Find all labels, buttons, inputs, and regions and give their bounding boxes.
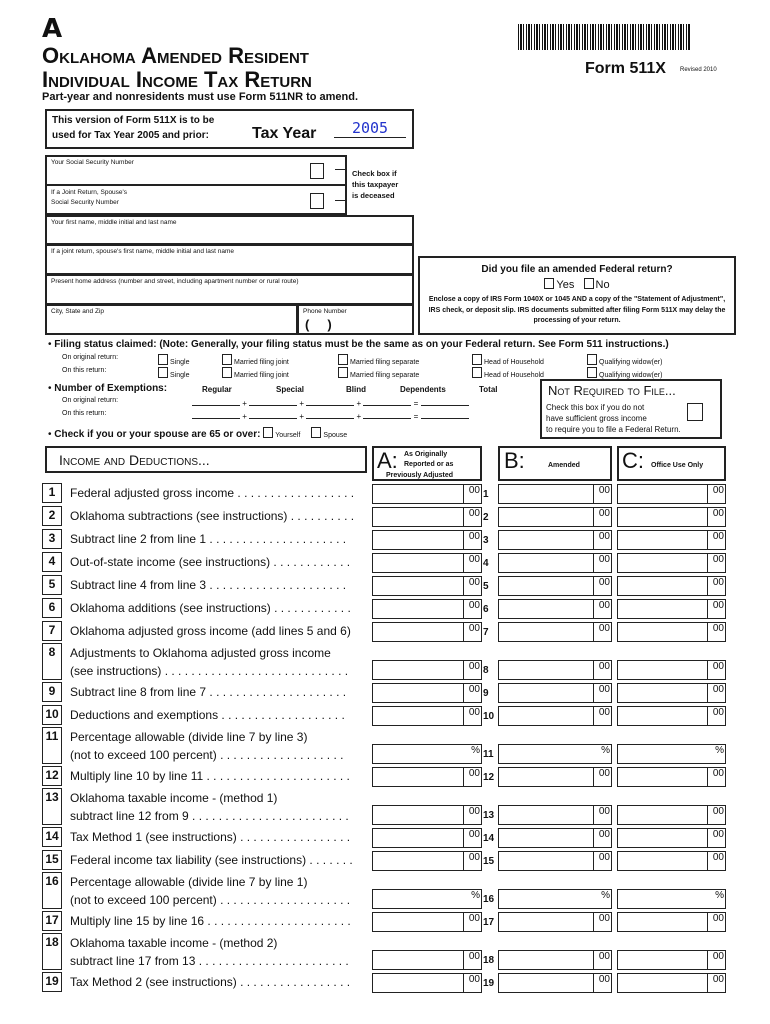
line-ref-number: 11 xyxy=(483,749,494,760)
line-number: 5 xyxy=(42,575,62,595)
filing-status-checkbox[interactable] xyxy=(222,367,232,378)
line-label: Federal adjusted gross income . . . . . . . . . . . . . . . . . . xyxy=(70,486,355,500)
line-ref-number: 2 xyxy=(483,512,489,523)
line-ref-number: 9 xyxy=(483,688,489,699)
col-b-header xyxy=(498,446,612,481)
line-number: 18 xyxy=(42,933,62,970)
line-ref-number: 17 xyxy=(483,917,495,928)
line-item-8 xyxy=(0,643,770,681)
col-a-input[interactable]: 00 xyxy=(372,530,482,550)
filing-status-option[interactable] xyxy=(222,367,289,379)
line-label: Oklahoma subtractions (see instructions) . . . . . . . . . . xyxy=(70,509,355,523)
filing-status-checkbox[interactable] xyxy=(158,354,168,365)
line-label: Tax Method 1 (see instructions) . . . . . . . . . . . . . . . . . xyxy=(70,830,351,844)
col-c-input[interactable]: 00 xyxy=(617,622,726,642)
col-c-input[interactable]: 00 xyxy=(617,706,726,726)
filing-status-label: Qualifying widow(er) xyxy=(599,372,663,379)
exempt-col-regular: Regular xyxy=(202,385,232,394)
yourself-checkbox[interactable] xyxy=(263,427,273,438)
line-item-16 xyxy=(0,872,770,910)
deceased-note: Check box if this taxpayer is deceased xyxy=(352,169,399,200)
line-label: Oklahoma adjusted gross income (add lines 5 and 6) xyxy=(70,624,351,638)
line-item-9 xyxy=(0,681,770,704)
line-number: 8 xyxy=(42,643,62,680)
col-c-input[interactable]: % xyxy=(617,744,726,764)
col-b-input[interactable]: 00 xyxy=(498,530,612,550)
col-a-header xyxy=(372,446,482,481)
phone-field[interactable] xyxy=(297,304,414,335)
form-title: Oklahoma Amended Resident Individual Income Tax Return xyxy=(42,43,312,92)
city-label: City, State and Zip xyxy=(51,308,104,315)
not-required-checkbox[interactable] xyxy=(687,403,703,421)
phone-label: Phone Number xyxy=(303,308,347,315)
line-number: 19 xyxy=(42,972,62,992)
filing-status-label: Single xyxy=(170,372,190,379)
col-c-header xyxy=(617,446,726,481)
exempt-col-special: Special xyxy=(276,385,305,394)
yes-checkbox[interactable] xyxy=(544,278,554,289)
col-b-input[interactable]: 00 xyxy=(498,683,612,703)
col-b-input[interactable]: 00 xyxy=(498,828,612,848)
col-c-input[interactable]: 00 xyxy=(617,660,726,680)
filing-status-option[interactable] xyxy=(338,354,419,366)
line-number: 6 xyxy=(42,598,62,618)
line-label: Oklahoma taxable income - (method 1) subtract line 12 from 9 . . . . . . . . . . . . . . . . . . . . . . . . xyxy=(70,791,349,823)
col-b-input[interactable]: % xyxy=(498,889,612,909)
filing-status-option[interactable] xyxy=(587,367,662,379)
income-heading-box xyxy=(45,446,367,473)
line-item-6 xyxy=(0,597,770,620)
filing-status-label: Single xyxy=(170,359,190,366)
line-item-11 xyxy=(0,727,770,765)
col-b-input[interactable]: 00 xyxy=(498,912,612,932)
tax-year-note-2: used for Tax Year 2005 and prior: xyxy=(52,130,209,141)
line-label: Multiply line 10 by line 11 . . . . . . . . . . . . . . . . . . . . . . xyxy=(70,769,350,783)
line-item-10 xyxy=(0,704,770,727)
line-number: 15 xyxy=(42,850,62,870)
line-item-13 xyxy=(0,788,770,826)
exempt-original-inputs[interactable]: + + + = xyxy=(192,397,469,408)
spouse-name-field[interactable] xyxy=(45,244,414,275)
filing-status-checkbox[interactable] xyxy=(158,367,168,378)
col-c-title: Office Use Only xyxy=(651,462,704,469)
filing-status-option[interactable] xyxy=(472,367,544,379)
not-required-text: Check this box if you do not have sufficient gross income to require you to file a Federal Return. xyxy=(546,403,681,434)
filing-status-checkbox[interactable] xyxy=(338,354,348,365)
ssn-label: Your Social Security Number xyxy=(51,159,134,166)
col-c-input[interactable]: 00 xyxy=(617,828,726,848)
line-ref-number: 6 xyxy=(483,604,489,615)
address-field[interactable] xyxy=(45,274,414,305)
line-label: Oklahoma additions (see instructions) . . . . . . . . . . . . xyxy=(70,601,351,615)
line-item-1 xyxy=(0,482,770,505)
col-b-input[interactable]: 00 xyxy=(498,851,612,871)
filing-status-label: Married filing joint xyxy=(234,372,289,379)
col-a-input[interactable]: 00 xyxy=(372,912,482,932)
col-b-input[interactable]: 00 xyxy=(498,622,612,642)
col-b-input[interactable]: 00 xyxy=(498,767,612,787)
filing-this-label: On this return: xyxy=(62,367,107,374)
col-a-input[interactable]: 00 xyxy=(372,805,482,825)
no-label: No xyxy=(595,279,610,291)
col-b-input[interactable]: 00 xyxy=(498,599,612,619)
not-required-box xyxy=(540,379,722,439)
line-ref-number: 10 xyxy=(483,711,495,722)
filing-status-option[interactable] xyxy=(338,367,419,379)
line-label: Oklahoma taxable income - (method 2) subtract line 17 from 13 . . . . . . . . . . . . . . . . . . . . . . . xyxy=(70,936,349,968)
col-c-input[interactable]: 00 xyxy=(617,599,726,619)
spouse-deceased-checkbox[interactable] xyxy=(310,193,324,209)
exempt-col-dependents: Dependents xyxy=(400,385,446,394)
line-number: 12 xyxy=(42,766,62,786)
form-number: Form 511X xyxy=(585,60,666,77)
col-a-input[interactable]: 00 xyxy=(372,973,482,993)
col-a-input[interactable]: 00 xyxy=(372,660,482,680)
spouse-ssn-label: If a Joint Return, Spouse's Social Security Number xyxy=(51,189,128,206)
filing-status-option[interactable] xyxy=(158,354,189,366)
col-a-subtitle: Previously Adjusted xyxy=(386,472,454,479)
col-a-input[interactable]: 00 xyxy=(372,576,482,596)
spouse-ssn-field[interactable] xyxy=(45,184,347,215)
line-number: 14 xyxy=(42,827,62,847)
col-c-input[interactable]: 00 xyxy=(617,805,726,825)
yes-label: Yes xyxy=(556,279,575,291)
col-c-input[interactable]: 00 xyxy=(617,851,726,871)
exempt-col-total: Total xyxy=(479,385,498,394)
line-item-14 xyxy=(0,826,770,849)
line-ref-number: 13 xyxy=(483,810,495,821)
bracket-arrow xyxy=(335,169,346,201)
line-label: Percentage allowable (divide line 7 by line 3) (not to exceed 100 percent) . . . . . . . . . . . . . . . . . . . xyxy=(70,730,344,762)
filing-status-label: Head of Household xyxy=(484,359,544,366)
col-b-input[interactable]: 00 xyxy=(498,507,612,527)
form-subtitle: Part-year and nonresidents must use Form 511NR to amend. xyxy=(42,91,359,103)
col-a-letter: A: xyxy=(377,448,398,473)
col-a-title: As Originally Reported or as xyxy=(404,451,454,468)
col-b-input[interactable]: 00 xyxy=(498,660,612,680)
col-b-input[interactable]: 00 xyxy=(498,576,612,596)
exemptions-heading: • Number of Exemptions: xyxy=(48,383,168,394)
line-number: 7 xyxy=(42,621,62,641)
line-number: 10 xyxy=(42,705,62,725)
phone-parens: ( ) xyxy=(305,317,332,332)
col-c-input[interactable]: 00 xyxy=(617,912,726,932)
col-b-input[interactable]: 00 xyxy=(498,950,612,970)
line-number: 13 xyxy=(42,788,62,825)
not-required-title: Not Required to File... xyxy=(548,383,676,398)
exempt-this-inputs[interactable]: + + + = xyxy=(192,410,469,421)
col-c-input[interactable]: 00 xyxy=(617,507,726,527)
exempt-this-label: On this return: xyxy=(62,410,107,417)
filing-status-checkbox[interactable] xyxy=(338,367,348,378)
col-c-input[interactable]: 00 xyxy=(617,683,726,703)
line-number: 11 xyxy=(42,727,62,764)
line-label: Percentage allowable (divide line 7 by line 1) (not to exceed 100 percent) . . . . . . . . . . . . . . . . . . . . xyxy=(70,875,351,907)
tax-year-label: Tax Year xyxy=(252,125,317,142)
line-ref-number: 16 xyxy=(483,894,495,905)
line-number: 9 xyxy=(42,682,62,702)
filing-status-checkbox[interactable] xyxy=(222,354,232,365)
col-c-letter: C: xyxy=(622,448,644,473)
col-c-input[interactable]: 00 xyxy=(617,973,726,993)
col-a-input[interactable]: 00 xyxy=(372,599,482,619)
federal-amended-box xyxy=(418,256,736,335)
line-ref-number: 4 xyxy=(483,558,489,569)
col-a-input[interactable]: 00 xyxy=(372,622,482,642)
line-ref-number: 7 xyxy=(483,627,489,638)
col-c-input[interactable]: 00 xyxy=(617,484,726,504)
line-item-5 xyxy=(0,574,770,597)
name-field[interactable] xyxy=(45,215,414,245)
col-c-input[interactable]: 00 xyxy=(617,530,726,550)
line-ref-number: 15 xyxy=(483,856,495,867)
name-label: Your first name, middle initial and last name xyxy=(51,219,177,226)
city-state-zip-field[interactable] xyxy=(45,304,298,335)
filing-status-checkbox[interactable] xyxy=(587,367,597,378)
line-label: Adjustments to Oklahoma adjusted gross income (see instructions) . . . . . . . . . . . . . . . . . . . . . . . . . . . . xyxy=(70,646,349,678)
filing-status-label: Head of Household xyxy=(484,372,544,379)
col-a-input[interactable]: 00 xyxy=(372,507,482,527)
deceased-checkbox[interactable] xyxy=(310,163,324,179)
col-a-input[interactable]: % xyxy=(372,889,482,909)
line-label: Multiply line 15 by line 16 . . . . . . . . . . . . . . . . . . . . . . xyxy=(70,914,351,928)
col-b-input[interactable]: 00 xyxy=(498,805,612,825)
filing-status-checkbox[interactable] xyxy=(472,367,482,378)
line-ref-number: 5 xyxy=(483,581,489,592)
col-c-input[interactable]: 00 xyxy=(617,553,726,573)
line-label: Subtract line 4 from line 3 . . . . . . . . . . . . . . . . . . . . . xyxy=(70,578,347,592)
line-number: 4 xyxy=(42,552,62,572)
col-a-input[interactable]: 00 xyxy=(372,553,482,573)
line-item-4 xyxy=(0,551,770,574)
no-checkbox[interactable] xyxy=(584,278,594,289)
line-item-17 xyxy=(0,910,770,933)
col-b-letter: B: xyxy=(504,448,525,473)
spouse-checkbox[interactable] xyxy=(311,427,321,438)
age65-heading: • Check if you or your spouse are 65 or over: Yourself Spouse xyxy=(48,429,348,440)
filing-status-checkbox[interactable] xyxy=(587,354,597,365)
line-item-7 xyxy=(0,620,770,643)
line-item-18 xyxy=(0,933,770,971)
filing-status-option[interactable] xyxy=(587,354,662,366)
col-a-input[interactable]: 00 xyxy=(372,706,482,726)
filing-status-option[interactable] xyxy=(158,367,189,379)
line-ref-number: 18 xyxy=(483,955,495,966)
col-b-input[interactable]: 00 xyxy=(498,706,612,726)
line-number: 1 xyxy=(42,483,62,503)
filing-status-label: Married filing joint xyxy=(234,359,289,366)
line-label: Subtract line 8 from line 7 . . . . . . . . . . . . . . . . . . . . . xyxy=(70,685,347,699)
filing-status-label: Qualifying widow(er) xyxy=(599,359,663,366)
col-b-input[interactable]: % xyxy=(498,744,612,764)
col-a-input[interactable]: 00 xyxy=(372,767,482,787)
line-item-12 xyxy=(0,765,770,788)
line-number: 3 xyxy=(42,529,62,549)
line-label: Deductions and exemptions . . . . . . . . . . . . . . . . . . . xyxy=(70,708,345,722)
col-b-title: Amended xyxy=(548,462,580,469)
exempt-col-blind: Blind xyxy=(346,385,366,394)
line-item-2 xyxy=(0,505,770,528)
col-b-input[interactable]: 00 xyxy=(498,973,612,993)
col-b-input[interactable]: 00 xyxy=(498,484,612,504)
federal-question: Did you file an amended Federal return? xyxy=(481,264,673,275)
filing-status-label: Married filing separate xyxy=(350,372,420,379)
line-label: Tax Method 2 (see instructions) . . . . . . . . . . . . . . . . . xyxy=(70,975,351,989)
line-ref-number: 19 xyxy=(483,978,495,989)
col-a-input[interactable]: 00 xyxy=(372,683,482,703)
filing-original-label: On original return: xyxy=(62,354,119,361)
line-label: Out-of-state income (see instructions) . . . . . . . . . . . . xyxy=(70,555,351,569)
line-number: 2 xyxy=(42,506,62,526)
col-a-input[interactable]: 00 xyxy=(372,851,482,871)
col-c-input[interactable]: % xyxy=(617,889,726,909)
spouse-name-label: If a joint return, spouse's first name, middle initial and last name xyxy=(51,248,234,255)
tax-year-input[interactable]: 2005 xyxy=(334,119,406,138)
line-ref-number: 14 xyxy=(483,833,495,844)
col-a-input[interactable]: 00 xyxy=(372,484,482,504)
ssn-field[interactable] xyxy=(45,155,347,186)
federal-note: Enclose a copy of IRS Form 1040X or 1045 AND a copy of the "Statement of Adjustment", IRS check, or deposit slip. IRS documents submitted after filing Form 511X may delay the processing of your return. xyxy=(428,296,726,324)
col-b-input[interactable]: 00 xyxy=(498,553,612,573)
line-ref-number: 3 xyxy=(483,535,489,546)
filing-status-label: Married filing separate xyxy=(350,359,420,366)
line-item-3 xyxy=(0,528,770,551)
exempt-original-label: On original return: xyxy=(62,397,119,404)
line-number: 16 xyxy=(42,872,62,909)
income-heading: Income and Deductions... xyxy=(59,452,210,468)
address-label: Present home address (number and street, including apartment number or rural route) xyxy=(51,278,299,285)
line-item-19 xyxy=(0,971,770,994)
line-label: Federal income tax liability (see instructions) . . . . . . . xyxy=(70,853,353,867)
col-a-input[interactable]: 00 xyxy=(372,950,482,970)
tax-year-note: This version of Form 511X is to be xyxy=(52,115,215,126)
col-c-input[interactable]: 00 xyxy=(617,950,726,970)
line-item-15 xyxy=(0,849,770,872)
line-number: 17 xyxy=(42,911,62,931)
section-letter: A xyxy=(42,14,63,44)
filing-status-heading: • Filing status claimed: (Note: Generally, your filing status must be the same as on your Federal return. See Form 511 instructions.) xyxy=(48,339,669,350)
tax-year-box xyxy=(45,109,414,149)
col-a-input[interactable]: 00 xyxy=(372,828,482,848)
revised-date: Revised 2010 xyxy=(680,67,717,73)
line-label: Subtract line 2 from line 1 . . . . . . . . . . . . . . . . . . . . . xyxy=(70,532,347,546)
barcode xyxy=(518,24,690,50)
line-ref-number: 12 xyxy=(483,772,495,783)
col-c-input[interactable]: 00 xyxy=(617,767,726,787)
line-ref-number: 1 xyxy=(483,489,489,500)
col-c-input[interactable]: 00 xyxy=(617,576,726,596)
filing-status-option[interactable] xyxy=(222,354,289,366)
col-a-input[interactable]: % xyxy=(372,744,482,764)
filing-status-option[interactable] xyxy=(472,354,544,366)
filing-status-checkbox[interactable] xyxy=(472,354,482,365)
line-ref-number: 8 xyxy=(483,665,489,676)
